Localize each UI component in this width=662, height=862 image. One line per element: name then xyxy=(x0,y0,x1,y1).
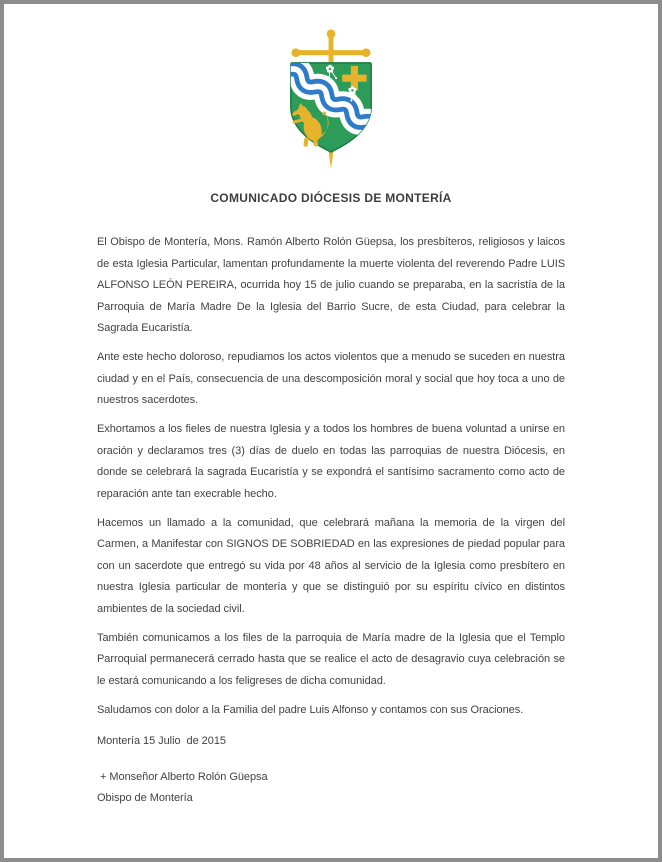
page-title: COMUNICADO DIÓCESIS DE MONTERÍA xyxy=(210,191,452,205)
diocese-coat-of-arms xyxy=(275,25,387,171)
signature-title: Obispo de Montería xyxy=(97,792,193,804)
paragraph-5: También comunicamos a los files de la parroquia de María madre de la Iglesia que el Templo Parroquial permanecerá cerrado hasta que se realice el acto de desagravio cuya celebración se le estará comunicando a los feligreses de dicha comunidad. xyxy=(97,631,565,687)
paragraph-1: El Obispo de Montería, Mons. Ramón Alberto Rolón Güepsa, los presbíteros, religiosos y laicos de esta Iglesia Particular, lamentan profundamente la muerte violenta del reverendo Padre LUIS ALFONSO LEÓN PEREIRA, ocurrida hoy 15 de julio cuando se preparaba, en la sacristía de la Parroquia de María Madre De la Iglesia del Barrio Sucre, de esta Ciudad, para celebrar la Sagrada Eucaristía. xyxy=(97,236,565,334)
paragraph-4: Hacemos un llamado a la comunidad, que celebrará mañana la memoria de la virgen del Carmen, a Manifestar con SIGNOS DE SOBRIEDAD en las expresiones de piedad popular para con un sacerdote que entregó su vida por 48 años al servicio de la Iglesia como presbítero en nuestra Iglesia particular de montería y que se distinguió por su espíritu cívico en distintos ambientes de la sociedad civil. xyxy=(97,516,565,615)
paragraph-6: Saludamos con dolor a la Familia del padre Luis Alfonso y contamos con sus Oraciones. xyxy=(97,703,524,716)
document-body xyxy=(97,232,565,810)
date-line: Montería 15 Julio de 2015 xyxy=(97,735,226,747)
paragraph-3: Exhortamos a los fieles de nuestra Iglesia y a todos los hombres de buena voluntad a unirse en oración y declaramos tres (3) días de duelo en todas las parroquias de nuestra Diócesis, en donde se celebrará la sagrada Eucaristía y se expondrá el santísimo sacramento como acto de reparación ante tan execrable hecho. xyxy=(97,423,565,500)
crest-graphic xyxy=(275,25,387,171)
paragraph-2: Ante este hecho doloroso, repudiamos los actos violentos que a menudo se suceden en nuestra ciudad y en el País, consecuencia de una descomposición moral y social que hoy toca a uno de nuestros sacerdotes. xyxy=(97,351,565,406)
signature-name: + Monseñor Alberto Rolón Güepsa xyxy=(97,770,268,783)
